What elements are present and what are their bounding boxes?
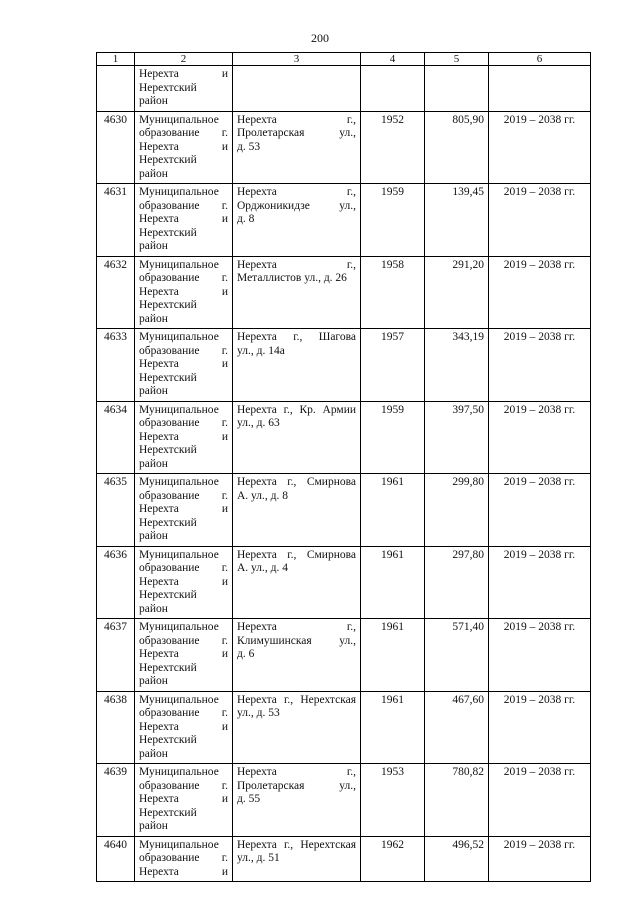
owner-line: Нерехта и xyxy=(139,503,228,515)
owner-line: образование г. xyxy=(139,634,228,647)
owner-line: образование г. xyxy=(139,272,228,284)
area-cell: 496,52 xyxy=(425,836,489,882)
owner-line: район xyxy=(139,675,168,687)
owner-line: район xyxy=(139,385,168,397)
address-line: Нерехта г., xyxy=(237,186,356,198)
owner-line: Муниципальное xyxy=(139,331,219,343)
owner-line: Нерехта и xyxy=(139,68,228,80)
period-cell: 2019 – 2038 гг. xyxy=(489,619,591,692)
header-cell: 3 xyxy=(233,53,361,66)
address-line: ул., д. 51 xyxy=(237,852,280,864)
year-cell: 1953 xyxy=(361,764,425,837)
owner-line: Нерехтский xyxy=(139,806,197,819)
owner-cell xyxy=(135,474,233,547)
address-cell xyxy=(233,764,361,837)
page-number: 200 xyxy=(311,31,329,45)
area-cell: 467,60 xyxy=(425,691,489,764)
owner-line: район xyxy=(139,240,168,252)
table-row xyxy=(97,474,591,547)
owner-line: район xyxy=(139,167,168,180)
owner-line: Нерехтский xyxy=(139,516,197,529)
header-cell: 1 xyxy=(97,53,135,66)
area-cell: 571,40 xyxy=(425,619,489,692)
owner-line: Нерехтский xyxy=(139,589,197,601)
address-cell xyxy=(233,184,361,257)
period-cell: 2019 – 2038 гг. xyxy=(489,764,591,837)
owner-line: Муниципальное xyxy=(139,766,219,778)
owner-line: образование г. xyxy=(139,489,228,502)
owner-line: Нерехтский xyxy=(139,734,197,746)
owner-line: Муниципальное xyxy=(139,258,219,271)
owner-line: Нерехта и xyxy=(139,430,228,443)
year-cell: 1952 xyxy=(361,111,425,184)
address-line: Нерехта г., xyxy=(237,113,356,126)
owner-line: образование г. xyxy=(139,199,228,212)
address-line: Нерехта г., Смирнова xyxy=(237,476,356,488)
year-cell: 1962 xyxy=(361,836,425,882)
period-cell: 2019 – 2038 гг. xyxy=(489,474,591,547)
address-line: Нерехта г., xyxy=(237,766,356,778)
row-number: 4636 xyxy=(97,546,135,619)
table-row xyxy=(97,401,591,474)
address-line: ул., д. 14а xyxy=(237,344,285,357)
table-row xyxy=(97,546,591,619)
owner-cell xyxy=(135,691,233,764)
address-line: А. ул., д. 4 xyxy=(237,562,289,574)
owner-line: Нерехтский xyxy=(139,299,197,311)
owner-line: Нерехтский xyxy=(139,371,197,384)
owner-line: Нерехта и xyxy=(139,865,228,878)
owner-line: Нерехта и xyxy=(139,575,228,588)
period-cell: 2019 – 2038 гг. xyxy=(489,546,591,619)
area-cell: 297,80 xyxy=(425,546,489,619)
owner-line: район xyxy=(139,747,168,760)
row-number: 4640 xyxy=(97,836,135,882)
owner-line: Муниципальное xyxy=(139,621,219,633)
owner-line: район xyxy=(139,530,168,542)
address-cell xyxy=(233,256,361,329)
owner-line: Муниципальное xyxy=(139,113,219,126)
year-cell: 1959 xyxy=(361,401,425,474)
address-cell xyxy=(233,401,361,474)
year-cell: 1961 xyxy=(361,546,425,619)
owner-line: образование г. xyxy=(139,344,228,357)
address-line: д. 6 xyxy=(237,648,255,660)
address-line: Пролетарская ул., xyxy=(237,779,356,792)
address-cell xyxy=(233,546,361,619)
owner-line: Муниципальное xyxy=(139,548,219,561)
area-cell: 397,50 xyxy=(425,401,489,474)
row-number xyxy=(97,66,135,112)
table-row xyxy=(97,764,591,837)
address-line: Нерехта г., Кр. Армии xyxy=(237,403,356,416)
owner-line: Муниципальное xyxy=(139,838,219,851)
owner-line: Нерехта и xyxy=(139,358,228,370)
owner-line: Нерехтский xyxy=(139,81,197,94)
owner-line: Нерехта и xyxy=(139,720,228,733)
period-cell: 2019 – 2038 гг. xyxy=(489,836,591,882)
address-line: Нерехта г., Шагова xyxy=(237,331,356,343)
address-line: Орджоникидзе ул., xyxy=(237,199,356,212)
owner-cell xyxy=(135,329,233,402)
address-line: д. 8 xyxy=(237,213,255,225)
row-number: 4631 xyxy=(97,184,135,257)
owner-line: образование г. xyxy=(139,562,228,574)
year-cell xyxy=(361,66,425,112)
area-cell: 139,45 xyxy=(425,184,489,257)
owner-line: образование г. xyxy=(139,779,228,792)
header-cell: 2 xyxy=(135,53,233,66)
owner-line: образование г. xyxy=(139,417,228,429)
header-cell: 6 xyxy=(489,53,591,66)
owner-line: район xyxy=(139,312,168,325)
table-row xyxy=(97,691,591,764)
owner-line: Нерехта и xyxy=(139,213,228,225)
address-cell xyxy=(233,474,361,547)
address-line: Нерехта г., Смирнова xyxy=(237,548,356,561)
row-number: 4633 xyxy=(97,329,135,402)
owner-cell xyxy=(135,401,233,474)
address-cell xyxy=(233,619,361,692)
area-cell: 805,90 xyxy=(425,111,489,184)
area-cell: 343,19 xyxy=(425,329,489,402)
header-cell: 4 xyxy=(361,53,425,66)
period-cell: 2019 – 2038 гг. xyxy=(489,329,591,402)
owner-cell xyxy=(135,836,233,882)
owner-line: Нерехта и xyxy=(139,793,228,805)
year-cell: 1961 xyxy=(361,474,425,547)
period-cell: 2019 – 2038 гг. xyxy=(489,691,591,764)
owner-cell xyxy=(135,619,233,692)
owner-line: Муниципальное xyxy=(139,403,219,416)
owner-cell xyxy=(135,66,233,112)
row-number: 4639 xyxy=(97,764,135,837)
owner-line: образование г. xyxy=(139,707,228,719)
area-cell: 780,82 xyxy=(425,764,489,837)
row-number: 4630 xyxy=(97,111,135,184)
address-line: д. 55 xyxy=(237,793,261,805)
owner-line: Нерехта и xyxy=(139,140,228,153)
table-row xyxy=(97,836,591,882)
period-cell: 2019 – 2038 гг. xyxy=(489,111,591,184)
row-number: 4637 xyxy=(97,619,135,692)
address-line: Металлистов ул., д. 26 xyxy=(237,272,347,284)
period-cell: 2019 – 2038 гг. xyxy=(489,401,591,474)
address-cell xyxy=(233,691,361,764)
row-number: 4632 xyxy=(97,256,135,329)
owner-line: Муниципальное xyxy=(139,186,219,198)
housing-register-table xyxy=(96,52,591,882)
period-cell xyxy=(489,66,591,112)
table-row xyxy=(97,329,591,402)
table-row xyxy=(97,184,591,257)
address-line: Нерехта г., Нерехтская xyxy=(237,693,356,706)
area-cell: 291,20 xyxy=(425,256,489,329)
year-cell: 1961 xyxy=(361,619,425,692)
address-line: Климушинская ул., xyxy=(237,634,356,647)
owner-line: Нерехтский xyxy=(139,661,197,674)
year-cell: 1961 xyxy=(361,691,425,764)
address-line: ул., д. 53 xyxy=(237,707,280,719)
year-cell: 1958 xyxy=(361,256,425,329)
row-number: 4638 xyxy=(97,691,135,764)
year-cell: 1959 xyxy=(361,184,425,257)
owner-cell xyxy=(135,546,233,619)
row-number: 4635 xyxy=(97,474,135,547)
owner-line: Нерехтский xyxy=(139,226,197,239)
area-cell: 299,80 xyxy=(425,474,489,547)
address-line: Нерехта г., Нерехтская xyxy=(237,838,356,851)
owner-line: район xyxy=(139,457,168,470)
owner-cell xyxy=(135,111,233,184)
owner-line: Муниципальное xyxy=(139,476,219,488)
owner-line: Нерехтский xyxy=(139,444,197,456)
owner-line: район xyxy=(139,602,168,615)
table-row xyxy=(97,256,591,329)
owner-line: Нерехта и xyxy=(139,285,228,298)
address-cell xyxy=(233,836,361,882)
owner-line: район xyxy=(139,820,168,832)
header-cell: 5 xyxy=(425,53,489,66)
table-row xyxy=(97,66,591,112)
header-row xyxy=(97,53,591,66)
address-cell xyxy=(233,111,361,184)
period-cell: 2019 – 2038 гг. xyxy=(489,256,591,329)
table-row xyxy=(97,619,591,692)
owner-cell xyxy=(135,184,233,257)
owner-line: Нерехта и xyxy=(139,648,228,660)
owner-line: Нерехтский xyxy=(139,154,197,166)
address-line: Нерехта г., xyxy=(237,258,356,271)
owner-cell xyxy=(135,256,233,329)
owner-cell xyxy=(135,764,233,837)
address-line: Нерехта г., xyxy=(237,621,356,633)
address-line: ул., д. 63 xyxy=(237,417,280,429)
owner-line: Муниципальное xyxy=(139,693,219,706)
address-cell xyxy=(233,66,361,112)
address-cell xyxy=(233,329,361,402)
area-cell xyxy=(425,66,489,112)
owner-line: район xyxy=(139,95,168,107)
address-line: д. 53 xyxy=(237,140,261,153)
table-row xyxy=(97,111,591,184)
owner-line: образование г. xyxy=(139,127,228,139)
address-line: А. ул., д. 8 xyxy=(237,489,289,502)
period-cell: 2019 – 2038 гг. xyxy=(489,184,591,257)
owner-line: образование г. xyxy=(139,852,228,864)
address-line: Пролетарская ул., xyxy=(237,127,356,139)
row-number: 4634 xyxy=(97,401,135,474)
year-cell: 1957 xyxy=(361,329,425,402)
